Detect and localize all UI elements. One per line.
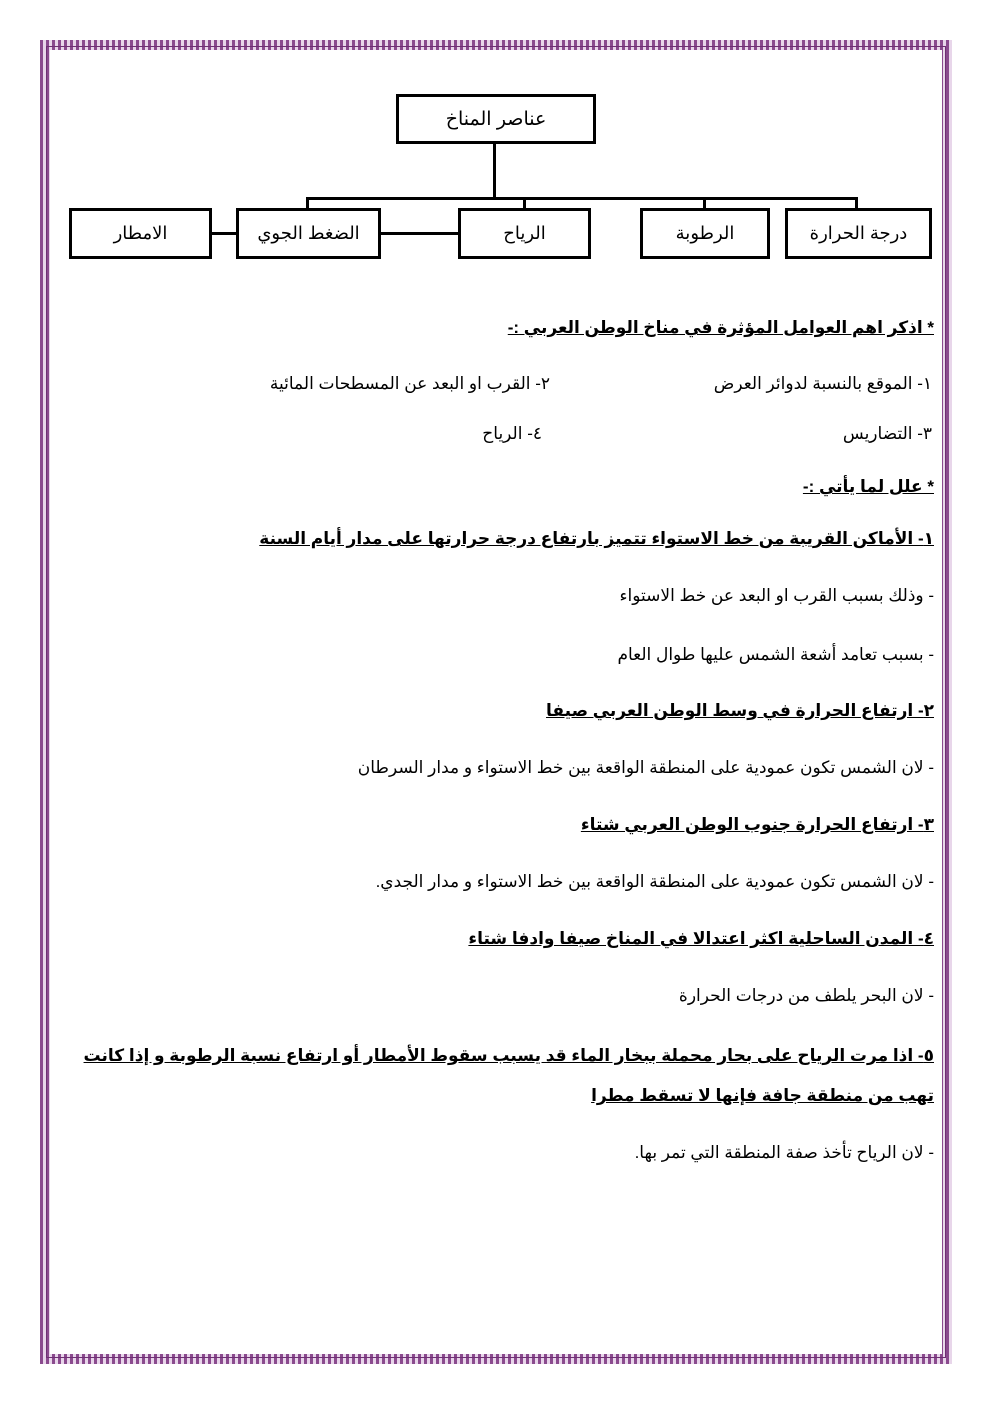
question-2-title: ٢- ارتفاع الحرارة في وسط الوطن العربي صيفا	[546, 701, 934, 720]
diagram-box-temperature	[785, 208, 932, 259]
connector-rain-pressure	[211, 232, 237, 235]
diagram-root-box	[396, 94, 596, 144]
question-4-answer: - لان البحر يلطف من درجات الحرارة	[678, 986, 934, 1005]
question-1-answer-1: - وذلك بسبب القرب او البعد عن خط الاستواء	[619, 586, 934, 605]
diagram-label-temperature: درجة الحرارة	[809, 223, 908, 243]
diagram-box-humidity	[640, 208, 770, 259]
connector-vertical-root	[493, 144, 496, 199]
factor-item-3: ٣- التضاريس	[842, 424, 932, 443]
explain-heading: * علل لما يأتي :-	[802, 477, 934, 496]
diagram-label-humidity: الرطوبة	[675, 223, 735, 243]
diagram-label-pressure: الضغط الجوي	[257, 223, 360, 243]
diagram-box-pressure	[236, 208, 381, 259]
connector-pressure-wind	[380, 232, 459, 235]
question-4-title: ٤- المدن الساحلية اكثر اعتدالا في المناخ صيفا وادفا شتاء	[468, 929, 934, 948]
connector-horizontal	[306, 197, 858, 200]
diagram-root-label: عناصر المناخ	[445, 108, 547, 130]
factor-item-4: ٤- الرياح	[482, 424, 542, 443]
diagram-label-wind: الرياح	[503, 223, 546, 243]
diagram-box-wind	[458, 208, 591, 259]
diagram-box-rain	[69, 208, 212, 259]
question-3-title: ٣- ارتفاع الحرارة جنوب الوطن العربي شتاء	[580, 815, 934, 834]
factors-heading: * اذكر اهم العوامل المؤثرة في مناخ الوطن العربي :-	[507, 318, 934, 337]
question-1-answer-2: - بسبب تعامد أشعة الشمس عليها طوال العام	[617, 645, 934, 664]
factor-item-2: ٢- القرب او البعد عن المسطحات المائية	[269, 374, 550, 393]
factor-item-1: ١- الموقع بالنسبة لدوائر العرض	[713, 374, 932, 393]
diagram-label-rain: الامطار	[113, 223, 168, 243]
question-3-answer: - لان الشمس تكون عمودية على المنطقة الواقعة بين خط الاستواء و مدار الجدي.	[375, 872, 934, 891]
question-1-title: ١- الأماكن القريبة من خط الاستواء تتميز بارتفاع درجة حرارتها على مدار أيام السنة	[259, 529, 934, 548]
question-5-answer: - لان الرياح تأخذ صفة المنطقة التي تمر بها.	[634, 1143, 934, 1162]
question-5-title: ٥- اذا مرت الرياح على بحار محملة ببخار الماء قد يسبب سقوط الأمطار أو ارتفاع نسبة الرطوبة و إذا كانت تهب من منطقة جافة فإنها لا تسقط مطرا	[83, 1046, 934, 1105]
question-2-answer: - لان الشمس تكون عمودية على المنطقة الواقعة بين خط الاستواء و مدار السرطان	[357, 758, 934, 777]
